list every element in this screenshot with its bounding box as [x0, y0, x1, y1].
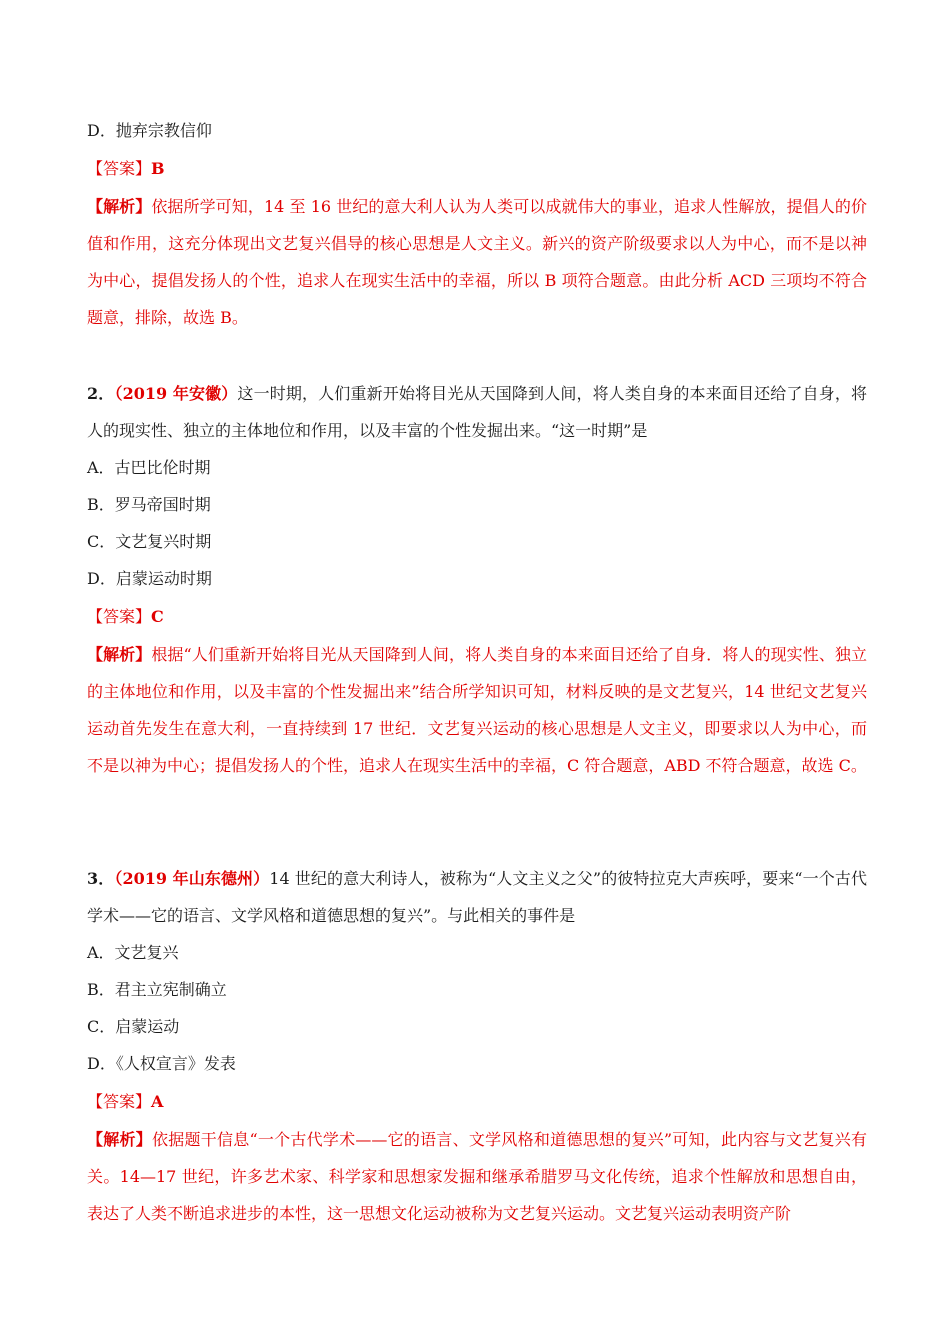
q3-analysis-text: 依据题干信息“一个古代学术——它的语言、文学风格和道德思想的复兴”可知，此内容与文艺复兴有关。14—17 世纪，许多艺术家、科学家和思想家发掘和继承希腊罗马文化传统，追求个性解放和思想自由，表达了人类不断追求进步的本性，这一思想文化运动被称为文艺复兴运动。文艺复兴运动表明资产阶	[87, 1130, 867, 1223]
q2-option-b: B．罗马帝国时期	[87, 495, 211, 514]
q2-analysis	[87, 636, 867, 784]
q1-analysis-text: 依据所学可知，14 至 16 世纪的意大利人认为人类可以成就伟大的事业，追求人性解放，提倡人的价值和作用，这充分体现出文艺复兴倡导的核心思想是人文主义。新兴的资产阶级要求以人为中心，而不是以神为中心，提倡发扬人的个性，追求人在现实生活中的幸福，所以 B 项符合题意。由此分析 ACD 三项均不符合题意，排除，故选 B。	[87, 197, 867, 327]
q3-answer-label: 【答案】	[87, 1092, 152, 1111]
q3-answer-value: A	[151, 1092, 164, 1111]
q1-answer	[87, 158, 165, 180]
q1-analysis-label: 【解析】	[87, 197, 152, 216]
q2-answer-value: C	[151, 607, 164, 626]
q1-analysis	[87, 188, 867, 336]
q2-option-d: D．启蒙运动时期	[87, 569, 212, 588]
q3-analysis-label: 【解析】	[87, 1130, 152, 1149]
q2-option-a: A．古巴比伦时期	[87, 458, 211, 477]
q3-option-d: D．《人权宣言》发表	[87, 1054, 236, 1073]
q2-analysis-label: 【解析】	[87, 645, 152, 664]
q1-option-d: D．抛弃宗教信仰	[87, 121, 212, 140]
q3-option-c: C．启蒙运动	[87, 1017, 180, 1036]
q3-stem	[87, 860, 867, 934]
q3-source: （2019 年山东德州）	[114, 869, 270, 888]
q2-answer	[87, 606, 164, 628]
q3-stem-text: 14 世纪的意大利诗人，被称为“人文主义之父”的彼特拉克大声疾呼，要来“一个古代学术——它的语言、文学风格和道德思想的复兴”。与此相关的事件是	[87, 869, 867, 925]
q3-number: 3．	[87, 869, 115, 888]
q3-analysis	[87, 1121, 867, 1232]
q2-stem-text: 这一时期，人们重新开始将目光从天国降到人间，将人类自身的本来面目还给了自身，将人的现实性、独立的主体地位和作用，以及丰富的个性发掘出来。“这一时期”是	[87, 384, 867, 440]
q2-option-c: C．文艺复兴时期	[87, 532, 212, 551]
q2-analysis-text: 根据“人们重新开始将目光从天国降到人间，将人类自身的本来面目还给了自身．将人的现实性、独立的主体地位和作用，以及丰富的个性发掘出来”结合所学知识可知，材料反映的是文艺复兴，14 世纪文艺复兴运动首先发生在意大利，一直持续到 17 世纪．文艺复兴运动的核心思想是人文主义，即要求以人为中心，而不是以神为中心；提倡发扬人的个性，追求人在现实生活中的幸福，C 符合题意，ABD 不符合题意，故选 C。	[87, 645, 867, 775]
q2-number: 2．	[87, 384, 115, 403]
q2-stem	[87, 375, 867, 449]
q1-answer-label: 【答案】	[87, 159, 152, 178]
q2-source: （2019 年安徽）	[114, 384, 238, 403]
q3-option-a: A．文艺复兴	[87, 943, 179, 962]
q2-answer-label: 【答案】	[87, 607, 152, 626]
q3-answer	[87, 1091, 163, 1113]
q1-answer-value: B	[151, 159, 165, 178]
q3-option-b: B．君主立宪制确立	[87, 980, 227, 999]
